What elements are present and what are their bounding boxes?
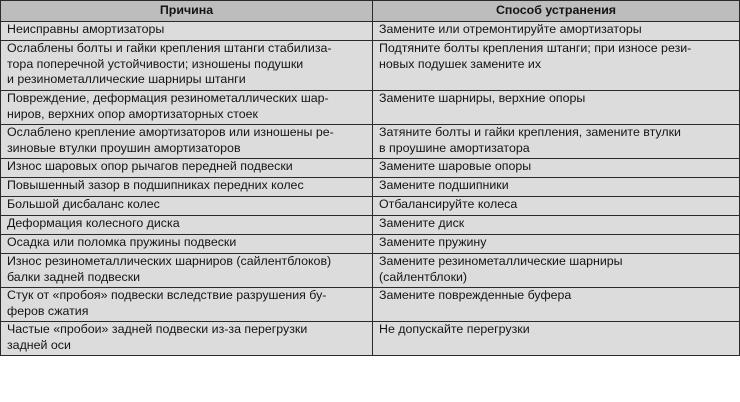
remedy-cell [373, 235, 740, 254]
remedy-line: Замените или отремонтируйте амортизаторы [379, 22, 642, 36]
remedy-cell [373, 159, 740, 178]
remedy-line: Замените шаровые опоры [379, 159, 532, 173]
remedy-line: (сайлентблоки) [379, 269, 468, 284]
cause-line: Неисправны амортизаторы [7, 22, 165, 36]
cause-cell [1, 254, 373, 288]
remedy-line: Не допускайте перегрузки [379, 322, 530, 336]
cause-line: феров сжатия [7, 303, 89, 318]
cause-line: задней оси [7, 337, 71, 352]
cause-line: Повышенный зазор в подшипниках передних колес [7, 178, 304, 192]
remedy-cell [373, 254, 740, 288]
cause-line: Частые «пробои» задней подвески из-за перегрузки [7, 322, 308, 336]
cause-line: Большой дисбаланс колес [7, 197, 160, 211]
table-row [1, 159, 740, 178]
cause-line: Износ резинометаллических шарниров (сайлентблоков) [7, 254, 332, 268]
cause-line: Ослаблено крепление амортизаторов или изношены ре- [7, 125, 334, 139]
remedy-line: Затяните болты и гайки крепления, замените втулки [379, 125, 681, 139]
cause-line: и резинометаллические шарниры штанги [7, 72, 246, 87]
remedy-cell [373, 288, 740, 322]
cause-line: тора поперечной устойчивости; изношены подушки [7, 56, 304, 71]
remedy-cell [373, 91, 740, 125]
table-row [1, 254, 740, 288]
remedy-line: Замените резинометаллические шарниры [379, 254, 623, 268]
cause-cell [1, 41, 373, 91]
cause-line: Повреждение, деформация резинометаллических шар- [7, 91, 329, 105]
remedy-line: Замените пружину [379, 235, 487, 249]
cause-cell [1, 197, 373, 216]
table-row [1, 216, 740, 235]
table-row [1, 22, 740, 41]
cause-line: Осадка или поломка пружины подвески [7, 235, 237, 249]
remedy-cell [373, 41, 740, 91]
cause-line: балки задней подвески [7, 269, 141, 284]
remedy-cell [373, 216, 740, 235]
cause-cell [1, 178, 373, 197]
header-cause: Причина [1, 1, 373, 22]
cause-line: Стук от «пробоя» подвески вследствие разрушения бу- [7, 288, 327, 302]
remedy-line: Замените диск [379, 216, 465, 230]
remedy-line: Замените подшипники [379, 178, 509, 192]
remedy-line: новых подушек замените их [379, 56, 542, 71]
cause-cell [1, 288, 373, 322]
remedy-cell [373, 22, 740, 41]
table-row [1, 288, 740, 322]
cause-line: Деформация колесного диска [7, 216, 180, 230]
table-row [1, 91, 740, 125]
table-row [1, 197, 740, 216]
cause-cell [1, 91, 373, 125]
remedy-cell [373, 322, 740, 356]
cause-cell [1, 125, 373, 159]
cause-line: ниров, верхних опор амортизаторных стоек [7, 106, 258, 121]
header-remedy: Способ устранения [373, 1, 740, 22]
remedy-cell [373, 197, 740, 216]
header-row [1, 1, 740, 22]
remedy-line: Отбалансируйте колеса [379, 197, 518, 211]
remedy-line: Подтяните болты крепления штанги; при износе рези- [379, 41, 692, 55]
remedy-cell [373, 125, 740, 159]
table-row [1, 41, 740, 91]
cause-line: зиновые втулки проушин амортизаторов [7, 140, 241, 155]
cause-cell [1, 322, 373, 356]
remedy-line: в проушине амортизатора [379, 140, 530, 155]
cause-cell [1, 235, 373, 254]
table-row [1, 322, 740, 356]
remedy-cell [373, 178, 740, 197]
cause-line: Ослаблены болты и гайки крепления штанги стабилиза- [7, 41, 332, 55]
cause-cell [1, 216, 373, 235]
table-row [1, 235, 740, 254]
remedy-line: Замените поврежденные буфера [379, 288, 572, 302]
cause-cell [1, 22, 373, 41]
remedy-line: Замените шарниры, верхние опоры [379, 91, 586, 105]
table-row [1, 125, 740, 159]
cause-line: Износ шаровых опор рычагов передней подвески [7, 159, 293, 173]
cause-cell [1, 159, 373, 178]
table-row [1, 178, 740, 197]
